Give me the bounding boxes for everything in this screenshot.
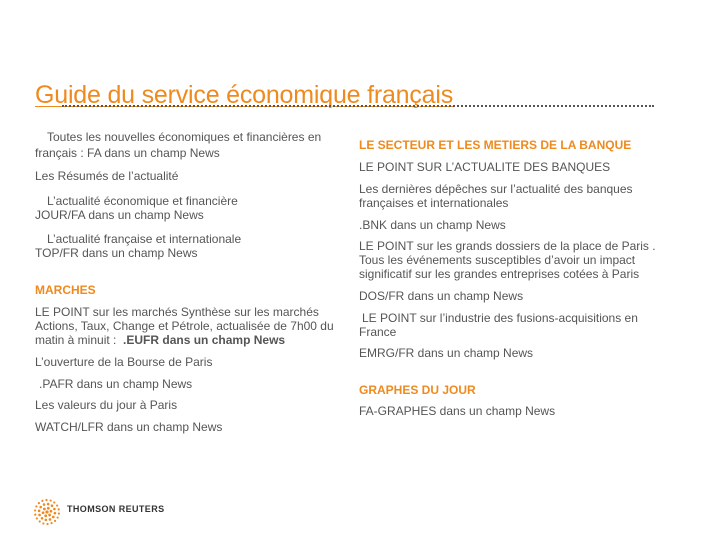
depeches-line-2: françaises et internationales (359, 196, 509, 210)
dossiers-line-2: Tous les événements susceptibles d’avoir un impact (359, 253, 636, 267)
title-divider (62, 105, 654, 107)
fusions-line-1: LE POINT sur l’industrie des fusions-acquisitions en (362, 311, 638, 325)
eufr-code: .EUFR dans un champ News (123, 333, 286, 347)
dossiers-line-3: significatif sur les grandes entreprises cotées à Paris (359, 267, 640, 281)
point-banques-label: LE POINT SUR L’ACTUALITE DES BANQUES (359, 160, 611, 174)
logo-text: THOMSON REUTERS (67, 504, 165, 514)
fa-graphes-code: FA-GRAPHES dans un champ News (359, 404, 556, 418)
resumes-heading: Les Résumés de l’actualité (35, 169, 179, 183)
journal-code: JOUR/FA dans un champ News (35, 208, 204, 222)
page-title: Guide du service économique français (35, 81, 454, 109)
watch-code: WATCH/LFR dans un champ News (35, 420, 223, 434)
left-column (35, 130, 345, 434)
valeurs-label: Les valeurs du jour à Paris (35, 398, 178, 412)
point-marches-line-2: Actions, Taux, Change et Pétrole, actualisée de 7h00 du (35, 319, 334, 333)
dos-code: DOS/FR dans un champ News (359, 289, 524, 303)
fusions-line-2: France (359, 325, 397, 339)
bnk-code: .BNK dans un champ News (359, 218, 506, 232)
dossiers-line-1: LE POINT sur les grands dossiers de la place de Paris . (359, 239, 656, 253)
marches-heading: MARCHES (35, 283, 96, 297)
emrg-code: EMRG/FR dans un champ News (359, 346, 534, 360)
point-marches-line-1: LE POINT sur les marchés Synthèse sur les marchés (35, 305, 319, 319)
graphes-heading: GRAPHES DU JOUR (359, 383, 476, 397)
depeches-line-1: Les dernières dépêches sur l’actualité des banques (359, 182, 633, 196)
reuters-dot-sphere-icon (32, 497, 62, 527)
top-code: TOP/FR dans un champ News (35, 246, 198, 260)
banque-heading: LE SECTEUR ET LES METIERS DE LA BANQUE (359, 138, 632, 152)
ouverture-label: L’ouverture de la Bourse de Paris (35, 355, 213, 369)
point-marches-text: matin à minuit : (35, 333, 117, 347)
right-column (359, 138, 679, 418)
actu-fr-label: L’actualité française et internationale (47, 232, 242, 246)
intro-line-1: Toutes les nouvelles économiques et financières en (47, 130, 322, 144)
thomson-reuters-logo (32, 496, 165, 528)
point-marches-line-3 (35, 333, 345, 347)
intro-line-2: français : FA dans un champ News (35, 146, 220, 160)
pafr-code: .PAFR dans un champ News (39, 377, 193, 391)
actu-eco-label: L’actualité économique et financière (47, 194, 238, 208)
